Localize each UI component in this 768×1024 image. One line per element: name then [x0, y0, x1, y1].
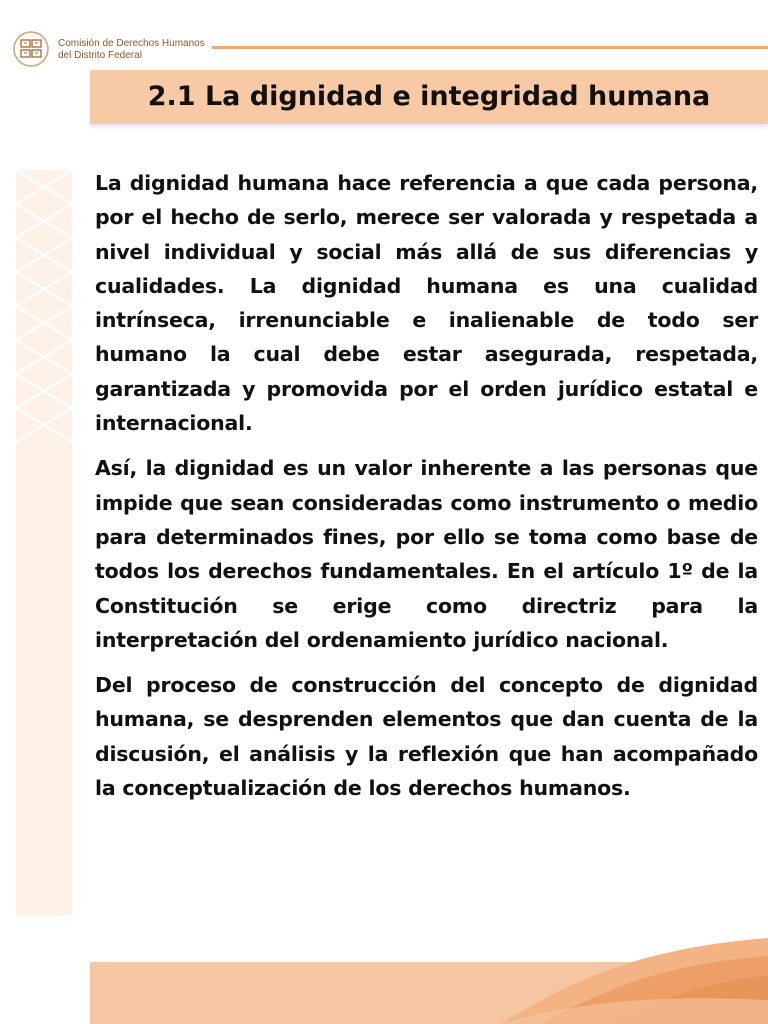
paragraph-1: La dignidad humana hace referencia a que cada persona, por el hecho de serlo, merece ser valorada y respetada a nivel individual y social más allá de sus diferencias y cualidades. La dignidad humana es una cualidad intrínseca, irrenunciable e inalienable de todo ser humano la cual debe estar asegurada, respetada, garantizada y promovida por el orden jurídico estatal e internacional.: [95, 171, 758, 436]
cdhdf-logo-icon: [12, 30, 50, 68]
organization-name-line-2: del Distrito Federal: [58, 50, 142, 61]
chevron-pattern-icon: [16, 170, 72, 915]
organization-name: [58, 38, 205, 62]
body-content: [95, 166, 758, 816]
header-divider: [212, 46, 768, 49]
page-title: 2.1 La dignidad e integridad humana: [147, 81, 711, 112]
paragraph-2: Así, la dignidad es un valor inherente a las personas que impide que sean consideradas como instrumento o medio para determinados fines, por ello se toma como base de todos los derechos fundamentales. En el artículo 1º de la Constitución se erige como directriz para la interpretación del ordenamiento jurídico nacional.: [95, 456, 758, 652]
paragraph-3: Del proceso de construcción del concepto de dignidad humana, se desprenden elementos que dan cuenta de la discusión, el análisis y la reflexión que han acompañado la conceptualización de los derechos humanos.: [95, 673, 758, 801]
dunes-decoration-icon: [500, 930, 768, 1024]
organization-name-line-1: Comisión de Derechos Humanos: [58, 38, 205, 49]
decorative-side-strip: [16, 170, 72, 915]
